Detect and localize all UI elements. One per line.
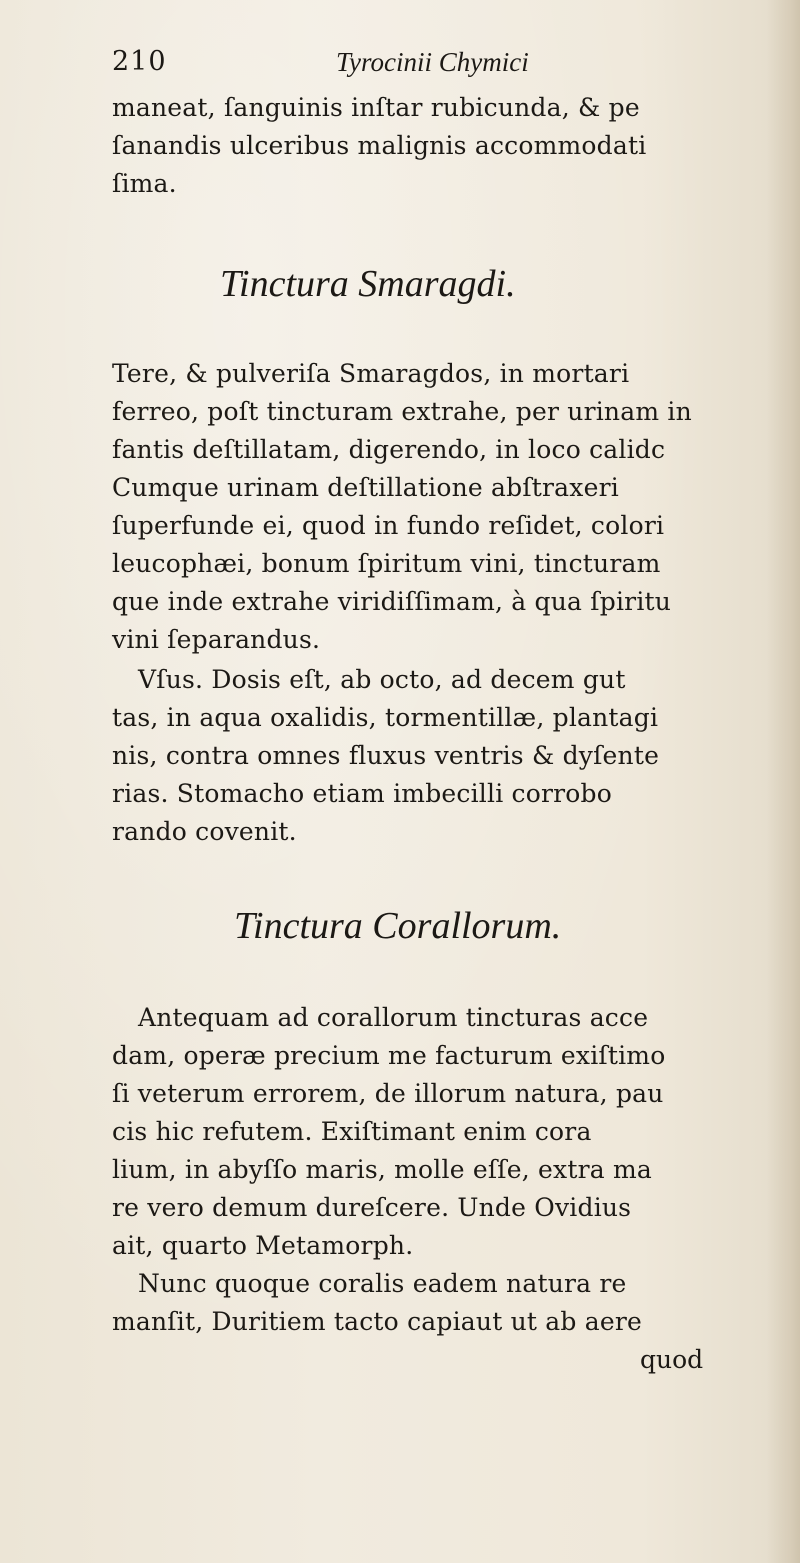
text-line: lium, in abyſſo maris, molle eſſe, extra ma — [112, 1155, 652, 1184]
text-line: Antequam ad corallorum tincturas acce — [138, 1003, 649, 1032]
text-line: Tere, & pulveriſa Smaragdos, in mortari — [112, 359, 630, 388]
text-line: re vero demum dureſcere. Unde Ovidius — [112, 1193, 632, 1222]
text-line: dam, operæ precium me facturum exiſtimo — [112, 1041, 666, 1070]
text-line: nis, contra omnes fluxus ventris & dyſente — [112, 741, 660, 770]
page-edge-shadow — [766, 0, 800, 1563]
text-line: maneat, ſanguinis inſtar rubicunda, & pe — [112, 93, 640, 122]
text-line: tas, in aqua oxalidis, tormentillæ, plantagi — [112, 703, 659, 732]
text-line: que inde extrahe viridiſſimam, à qua ſpiritu — [112, 587, 672, 616]
text-line: ſanandis ulceribus malignis accommodati — [112, 131, 647, 160]
text-line: ferreo, poſt tincturam extrahe, per urinam in — [112, 397, 692, 426]
text-line: ait, quarto Metamorph. — [112, 1231, 414, 1260]
catchword: quod — [640, 1345, 704, 1374]
section-heading-corallorum: Tinctura Corallorum. — [234, 905, 562, 947]
text-line: fantis deſtillatam, digerendo, in loco calidc — [112, 435, 666, 464]
text-line: ſuperfunde ei, quod in fundo reſidet, colori — [112, 511, 665, 540]
text-line: Cumque urinam deſtillatione abſtraxeri — [112, 473, 619, 502]
section-heading-smaragdi: Tinctura Smaragdi. — [220, 263, 516, 305]
page-header — [112, 44, 792, 80]
text-line: vini ſeparandus. — [112, 625, 321, 654]
text-line: cis hic refutem. Exiſtimant enim cora — [112, 1117, 592, 1146]
text-line: rando covenit. — [112, 817, 297, 846]
text-line: Nunc quoque coralis eadem natura re — [138, 1269, 627, 1298]
page-number: 210 — [112, 46, 167, 77]
text-line: Vſus. Dosis eſt, ab octo, ad decem gut — [138, 665, 626, 694]
text-line: leucophæi, bonum ſpiritum vini, tincturam — [112, 549, 661, 578]
text-line: rias. Stomacho etiam imbecilli corrobo — [112, 779, 612, 808]
text-line: ſi veterum errorem, de illorum natura, pau — [112, 1079, 664, 1108]
running-title: Tyrocinii Chymici — [336, 47, 529, 77]
text-line: ſima. — [112, 169, 177, 198]
text-line: manſit, Duritiem tacto capiaut ut ab aere — [112, 1307, 642, 1336]
